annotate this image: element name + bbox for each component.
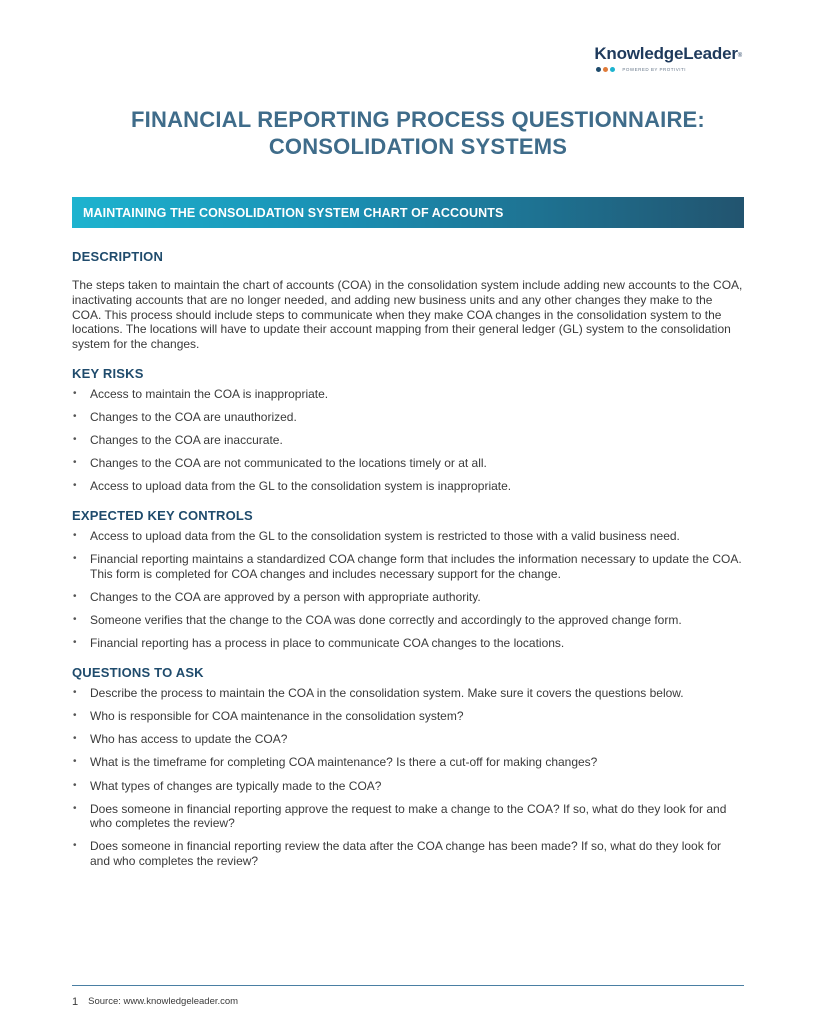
questions-list	[72, 686, 744, 869]
list-item: • Financial reporting has a process in place to communicate COA changes to the locations.	[72, 636, 744, 651]
footer-divider	[72, 985, 744, 986]
logo-brand: KnowledgeLeader	[594, 44, 738, 63]
list-item: • Changes to the COA are approved by a person with appropriate authority.	[72, 590, 744, 605]
knowledgeleader-logo	[594, 44, 742, 72]
list-item: • Changes to the COA are inaccurate.	[72, 433, 744, 448]
description-heading: DESCRIPTION	[72, 249, 164, 264]
page-title	[0, 106, 816, 160]
description-text: The steps taken to maintain the chart of accounts (COA) in the consolidation system include adding new accounts to the COA, inactivating accounts that are no longer needed, and adding new business units and any other changes they make to the COA. This process should include steps to communicate when they make COA changes in the consolidation system to the locations. The locations will have to update their account mapping from their general ledger (GL) system to the consolidation system for the changes.	[72, 278, 743, 352]
list-item: • Access to upload data from the GL to the consolidation system is restricted to those with a valid business need.	[72, 529, 744, 544]
list-item: • Who is responsible for COA maintenance in the consolidation system?	[72, 709, 744, 724]
list-item: • Access to upload data from the GL to the consolidation system is inappropriate.	[72, 479, 744, 494]
logo-dots-icon	[596, 67, 615, 72]
list-item: • Changes to the COA are unauthorized.	[72, 410, 744, 425]
footer-source: Source: www.knowledgeleader.com	[88, 996, 239, 1007]
page-footer	[72, 996, 238, 1008]
section-banner	[72, 197, 744, 228]
page-number: 1	[72, 996, 79, 1008]
controls-list	[72, 529, 744, 651]
list-item: • What types of changes are typically made to the COA?	[72, 779, 744, 794]
key-risks-list	[72, 387, 744, 494]
list-item: • Who has access to update the COA?	[72, 732, 744, 747]
document-body	[72, 240, 744, 877]
title-line-1: FINANCIAL REPORTING PROCESS QUESTIONNAIRE:	[131, 107, 705, 132]
key-risks-heading: KEY RISKS	[72, 365, 144, 381]
list-item: • Describe the process to maintain the COA in the consolidation system. Make sure it covers the questions below.	[72, 686, 744, 701]
title-line-2: CONSOLIDATION SYSTEMS	[268, 134, 568, 159]
list-item: • Access to maintain the COA is inappropriate.	[72, 387, 744, 402]
banner-text: MAINTAINING THE CONSOLIDATION SYSTEM CHART OF ACCOUNTS	[83, 205, 504, 220]
logo-tagline: POWERED BY PROTIVITI	[622, 67, 687, 72]
list-item: • What is the timeframe for completing COA maintenance? Is there a cut-off for making changes?	[72, 755, 744, 770]
registered-mark: ®	[737, 53, 742, 59]
questions-heading: QUESTIONS TO ASK	[72, 665, 204, 681]
list-item: • Does someone in financial reporting review the data after the COA change has been made? If so, what do they look for and who completes the review?	[72, 839, 744, 869]
list-item: • Someone verifies that the change to the COA was done correctly and accordingly to the approved change form.	[72, 613, 744, 628]
list-item: • Does someone in financial reporting approve the request to make a change to the COA? If so, what do they look for and who completes the review?	[72, 802, 744, 832]
list-item: • Financial reporting maintains a standardized COA change form that includes the information necessary to update the COA. This form is completed for COA changes and includes necessary support for the change.	[72, 552, 744, 582]
controls-heading: EXPECTED KEY CONTROLS	[72, 508, 253, 524]
list-item: • Changes to the COA are not communicated to the locations timely or at all.	[72, 456, 744, 471]
